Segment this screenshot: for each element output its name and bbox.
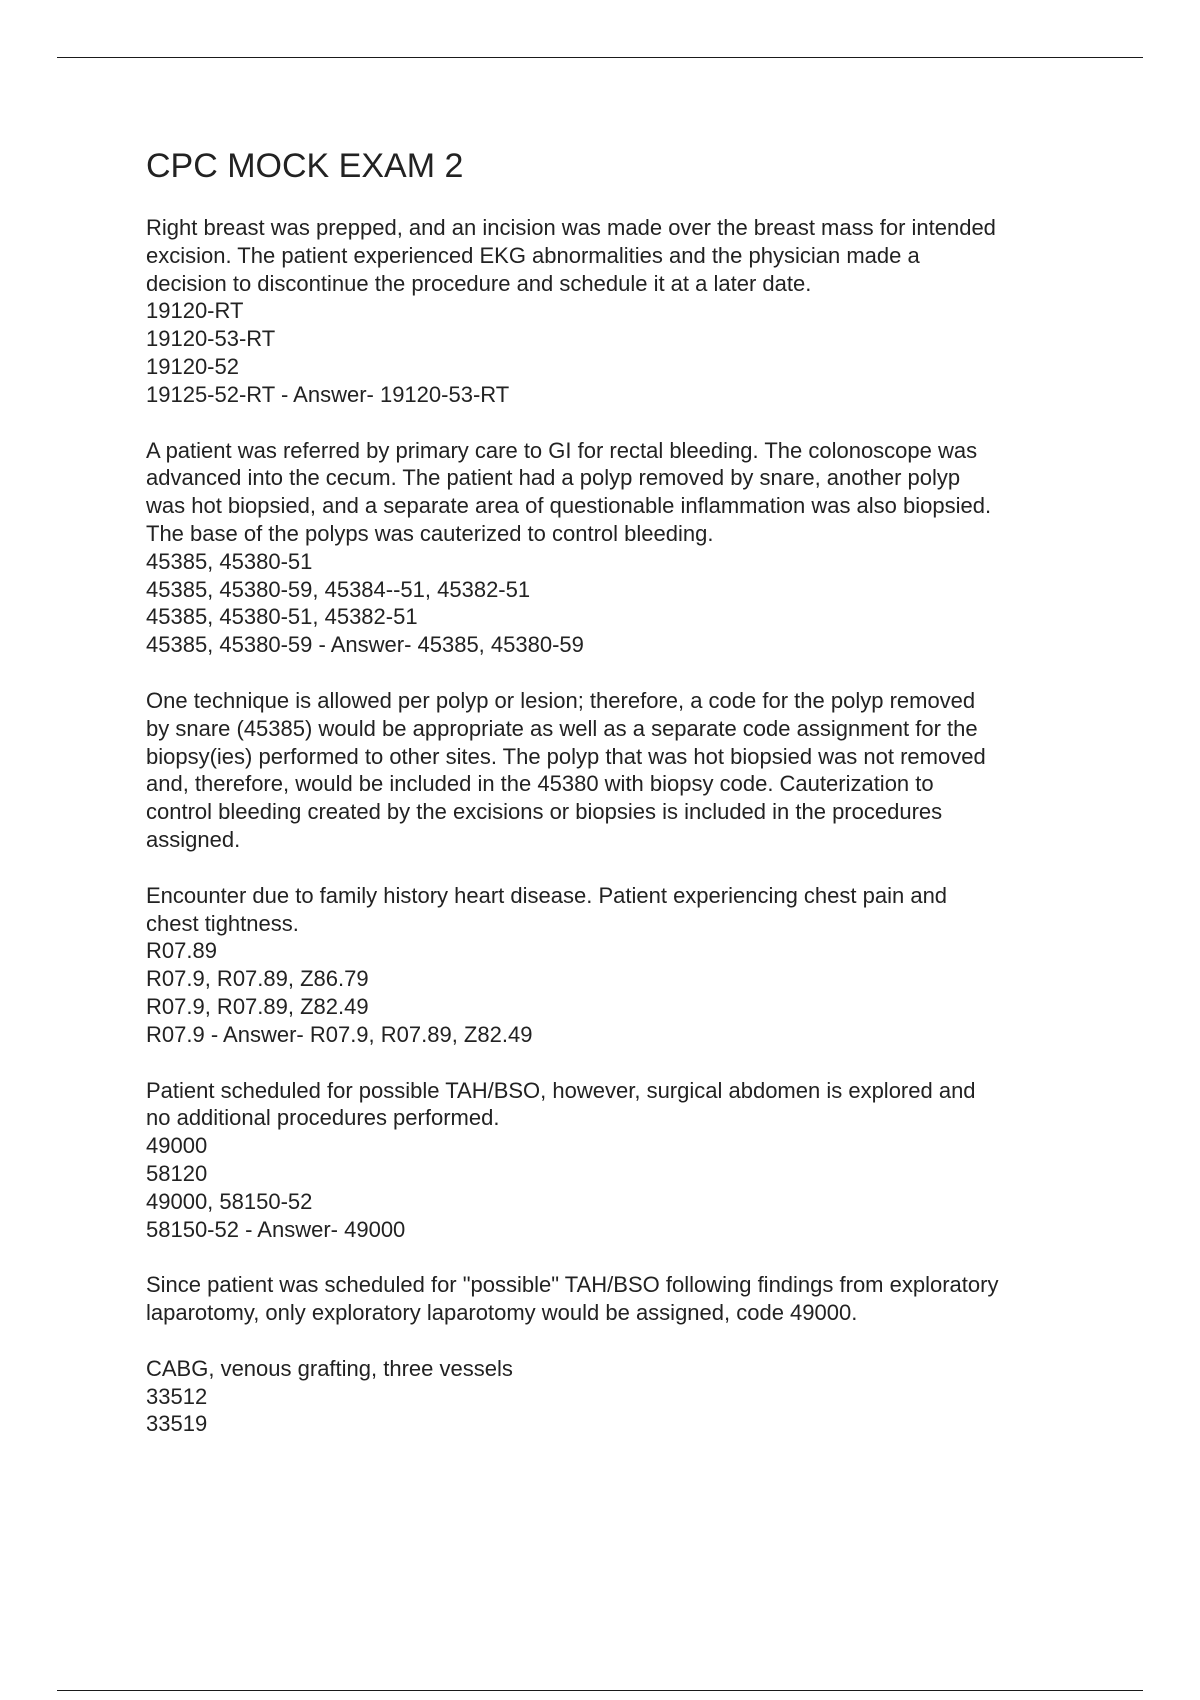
text-line: and, therefore, would be included in the 45380 with biopsy code. Cauterization to: [146, 771, 934, 797]
text-line: 49000: [146, 1133, 208, 1159]
text-line: A patient was referred by primary care to GI for rectal bleeding. The colonoscope was: [146, 437, 978, 463]
text-line: One technique is allowed per polyp or lesion; therefore, a code for the polyp removed: [146, 687, 976, 713]
text-line: Since patient was scheduled for "possible" TAH/BSO following findings from exploratory: [146, 1272, 999, 1298]
question-block: [146, 1355, 1106, 1438]
text-line: 58120: [146, 1160, 208, 1186]
text-line: was hot biopsied, and a separate area of questionable inflammation was also biopsied.: [146, 493, 992, 519]
text-line: CABG, venous grafting, three vessels: [146, 1355, 513, 1381]
text-line: 19125-52-RT - Answer- 19120-53-RT: [146, 381, 510, 407]
question-list: [146, 214, 1106, 1438]
text-line: assigned.: [146, 826, 241, 852]
text-line: R07.9 - Answer- R07.9, R07.89, Z82.49: [146, 1021, 533, 1047]
text-line: Encounter due to family history heart disease. Patient experiencing chest pain and: [146, 882, 948, 908]
document-body: [146, 144, 1106, 1466]
question-block: [146, 1271, 1106, 1327]
text-line: no additional procedures performed.: [146, 1105, 500, 1131]
text-line: The base of the polyps was cauterized to control bleeding.: [146, 520, 714, 546]
text-line: 45385, 45380-59, 45384--51, 45382-51: [146, 576, 531, 602]
text-line: 33519: [146, 1411, 208, 1437]
question-block: [146, 437, 1106, 659]
page-title: CPC MOCK EXAM 2: [146, 147, 464, 185]
text-line: control bleeding created by the excisions or biopsies is included in the procedures: [146, 799, 943, 825]
text-line: 45385, 45380-51, 45382-51: [146, 604, 418, 630]
text-line: Right breast was prepped, and an incision was made over the breast mass for intended: [146, 215, 996, 240]
text-line: advanced into the cecum. The patient had a polyp removed by snare, another polyp: [146, 465, 961, 491]
question-block: [146, 882, 1106, 1049]
text-line: by snare (45385) would be appropriate as well as a separate code assignment for the: [146, 715, 978, 741]
text-line: excision. The patient experienced EKG abnormalities and the physician made a: [146, 242, 920, 268]
text-line: 49000, 58150-52: [146, 1188, 313, 1214]
text-line: 19120-RT: [146, 298, 244, 324]
top-divider: [57, 57, 1143, 58]
question-block: [146, 1077, 1106, 1244]
text-line: Patient scheduled for possible TAH/BSO, however, surgical abdomen is explored and: [146, 1077, 976, 1103]
question-block: [146, 214, 1106, 409]
text-line: 58150-52 - Answer- 49000: [146, 1216, 406, 1242]
text-line: laparotomy, only exploratory laparotomy would be assigned, code 49000.: [146, 1300, 858, 1326]
text-line: decision to discontinue the procedure and schedule it at a later date.: [146, 270, 812, 296]
text-line: 19120-53-RT: [146, 326, 276, 352]
text-line: R07.9, R07.89, Z82.49: [146, 993, 369, 1019]
text-line: R07.9, R07.89, Z86.79: [146, 966, 369, 992]
text-line: biopsy(ies) performed to other sites. The polyp that was hot biopsied was not removed: [146, 743, 986, 769]
text-line: 33512: [146, 1383, 208, 1409]
question-block: [146, 687, 1106, 854]
text-line: 45385, 45380-51: [146, 548, 313, 574]
text-line: chest tightness.: [146, 910, 299, 936]
text-line: R07.89: [146, 938, 217, 964]
text-line: 45385, 45380-59 - Answer- 45385, 45380-59: [146, 632, 584, 658]
text-line: 19120-52: [146, 353, 239, 379]
bottom-divider: [57, 1690, 1143, 1691]
